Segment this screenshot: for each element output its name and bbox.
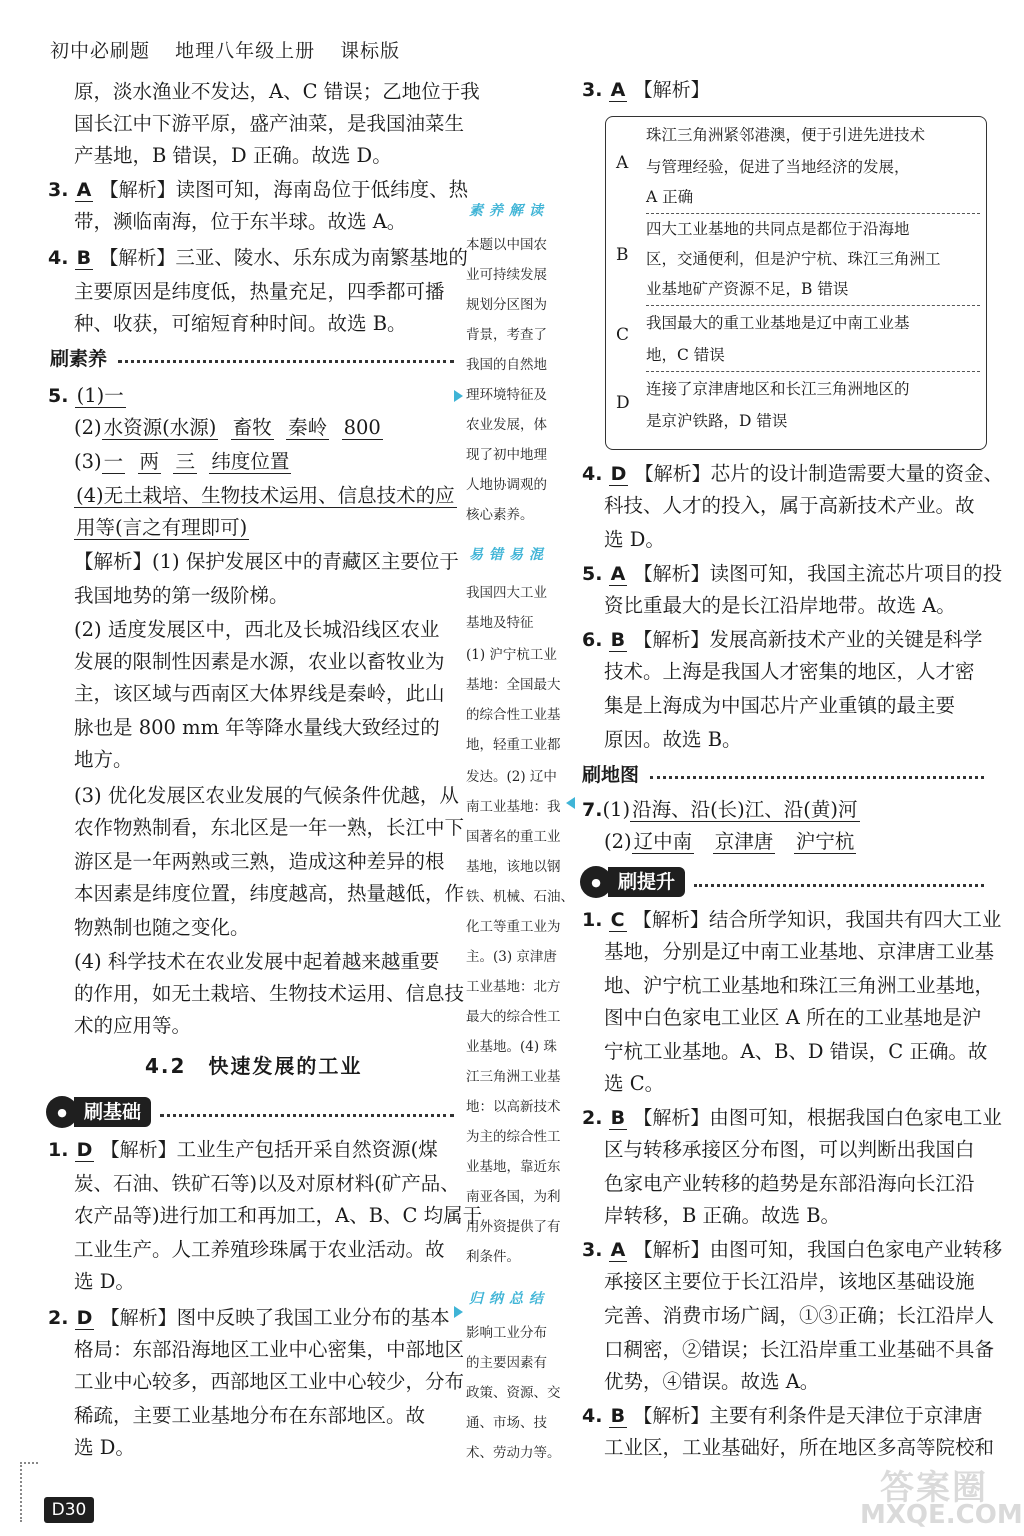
side-line: 业基地。(4) 珠 (466, 1039, 557, 1055)
side-line: 基地：全国最大 (466, 677, 561, 693)
side-line: 南工业基地：我 (466, 799, 561, 815)
answer-blank: 畜牧 (232, 416, 272, 439)
text-line: 基地，分别是辽中南工业基地、京津唐工业基 (604, 940, 995, 963)
answer-blank: 京津唐 (714, 830, 774, 853)
answer-letter: A (610, 563, 626, 585)
side-heading-yicuo: 易错易混 (469, 547, 549, 563)
question-number: 2. (582, 1107, 603, 1129)
question-p4 (582, 1400, 982, 1432)
question-number: 1. (48, 1139, 69, 1161)
table-line: 是京沪铁路，D 错误 (646, 412, 788, 430)
question-number: 2. (48, 1307, 69, 1329)
side-line: 我国四大工业 (466, 585, 547, 601)
text-line: (2) 适度发展区中，西北及长城沿线区农业 (74, 618, 440, 641)
question-1 (48, 1134, 438, 1166)
badge-jichu (46, 1096, 151, 1128)
text-line: 完善、消费市场广阔，①③正确；长江沿岸人 (604, 1304, 995, 1327)
badge-tisheng (580, 866, 685, 898)
answer-blank: 两 (139, 450, 160, 473)
side-heading-guina: 归纳总结 (469, 1291, 549, 1307)
answer-letter: D (610, 463, 627, 485)
text-line: 我国地势的第一级阶梯。 (74, 584, 289, 607)
text-line: 的作用，如无土栽培、生物技术运用、信息技 (74, 982, 465, 1005)
question-number: 4. (582, 1405, 603, 1427)
answer-prefix: (2) (604, 830, 632, 853)
question-3 (48, 174, 468, 206)
section-divider (118, 360, 454, 363)
side-line: 地：以高新技术 (466, 1099, 561, 1115)
table-line: 区，交通便利，但是沪宁杭、珠江三角洲工 (646, 250, 941, 268)
section-suyang: 刷素养 (50, 348, 108, 370)
section-title: 4.2 快速发展的工业 (145, 1054, 363, 1078)
page-number: D30 (44, 1497, 94, 1523)
pointer-arrow-icon (566, 797, 575, 809)
answer-line-2 (74, 412, 383, 444)
question-5 (48, 380, 126, 412)
question-2 (48, 1302, 450, 1334)
answer-blank: 水资源(水源) (103, 416, 217, 439)
section-divider (694, 884, 984, 887)
side-line: 术、劳动力等。 (466, 1445, 561, 1461)
text-line: 原因。故选 B。 (604, 728, 742, 751)
option-label: D (616, 393, 630, 413)
text-line: 带，濒临南海，位于东半球。故选 A。 (74, 210, 407, 233)
option-label: A (616, 153, 629, 173)
text-line: 脉也是 800 mm 年等降水量线大致经过的 (74, 716, 440, 739)
answer-blank: 纬度位置 (211, 450, 290, 473)
text-line: 选 D。 (74, 1270, 135, 1293)
analysis-tag: 【解析】 (633, 1107, 710, 1129)
answer-letter: B (76, 247, 92, 269)
analysis-tag: 【解析】 (100, 1307, 177, 1329)
text-line: (4) 科学技术在农业发展中起着越来越重要 (74, 950, 440, 973)
header-book: 初中必刷题 (50, 40, 151, 62)
side-line: 人地协调观的 (466, 477, 547, 493)
table-line: 业基地矿产资源不足，B 错误 (646, 280, 849, 298)
answer-line-4 (74, 480, 457, 512)
answer-letter: C (610, 909, 625, 931)
text-line: 工业区，工业基础好，所在地区多高等院校和 (604, 1436, 995, 1459)
answer-blank: 800 (343, 416, 381, 439)
answer-blank: 一 (103, 450, 124, 473)
text-line: 稀疏，主要工业基地分布在东部地区。故 (74, 1404, 426, 1427)
analysis-tag: 【解析】 (100, 1139, 177, 1161)
answer-blank: 秦岭 (288, 416, 328, 439)
answer-line (604, 826, 856, 858)
analysis-tag: 【解析】 (633, 79, 710, 101)
answer-letter: A (610, 79, 626, 101)
option-label: C (616, 325, 630, 345)
text-line: 选 D。 (604, 528, 665, 551)
analysis-tag: 【解析】 (634, 463, 711, 485)
badge-label: 刷基础 (74, 1097, 151, 1127)
side-line: 基地及特征 (466, 615, 534, 631)
analysis-text: 图中反映了我国工业分布的基本 (176, 1306, 450, 1329)
text-line: 口稠密，②错误；长江沿岸重工业基础不具备 (604, 1338, 995, 1361)
question-number: 5. (48, 385, 69, 407)
table-line: 珠江三角洲紧邻港澳，便于引进先进技术 (646, 126, 926, 144)
analysis-text: 主要有利条件是天津位于京津唐 (709, 1404, 983, 1427)
question-number: 4. (48, 247, 69, 269)
table-separator (646, 371, 980, 372)
answer-letter: A (76, 179, 92, 201)
section-ditu: 刷地图 (582, 764, 640, 786)
answer-letter: B (610, 1107, 626, 1129)
text-line: 集是上海成为中国芯片产业重镇的最主要 (604, 694, 956, 717)
pointer-arrow-icon (454, 390, 463, 402)
question-number: 3. (582, 79, 603, 101)
analysis-text: 三亚、陵水、乐东成为南繁基地的 (175, 246, 468, 269)
text-line: 图中白色家电工业区 A 所在的工业基地是沪 (604, 1006, 982, 1029)
answer-blank: 辽中南 (633, 830, 693, 853)
side-heading-suyang: 素养解读 (469, 203, 549, 219)
text-line: 产基地，B 错误，D 正确。故选 D。 (74, 144, 392, 167)
answer-blank: 三 (175, 450, 195, 473)
question-p3 (582, 1234, 1002, 1266)
analysis-text: 读图可知，海南岛位于低纬度、热 (175, 178, 469, 201)
analysis-text: 发展高新技术产业的关键是科学 (709, 628, 983, 651)
side-line: 利条件。 (466, 1249, 520, 1265)
side-line: 最大的综合性工 (466, 1009, 561, 1025)
text-line: 工业中心较多，西部地区工业中心较少，分布 (74, 1370, 465, 1393)
question-5-right (582, 558, 1002, 590)
answer-line-4b (74, 512, 249, 544)
answer-letter: D (76, 1307, 93, 1329)
side-line: 业可持续发展 (466, 267, 547, 283)
corner-mark (20, 1462, 38, 1522)
text-line: 选 D。 (74, 1436, 135, 1459)
text-line: 选 C。 (604, 1072, 665, 1095)
watermark-logo: 答案圈 (880, 1468, 988, 1508)
question-number: 4. (582, 463, 603, 485)
side-line: 南亚各国，为利 (466, 1189, 561, 1205)
side-line: 我国的自然地 (466, 357, 547, 373)
pointer-arrow-icon (454, 1306, 463, 1318)
text-line: 优势，④错误。故选 A。 (604, 1370, 820, 1393)
answer-letter: D (76, 1139, 93, 1161)
text-line: 工业生产。人工养殖珍珠属于农业活动。故 (74, 1238, 445, 1261)
question-number: 5. (582, 563, 603, 585)
answer-line-3 (74, 446, 291, 478)
question-number: 3. (582, 1239, 603, 1261)
analysis-text: 工业生产包括开采自然资源(煤 (176, 1138, 438, 1161)
side-line: (1) 沪宁杭工业 (466, 647, 557, 663)
analysis-tag: 【解析】 (99, 179, 176, 201)
side-line: 本题以中国农 (466, 237, 547, 253)
side-line: 的主要因素有 (466, 1355, 547, 1371)
answer-letter: A (610, 1239, 626, 1261)
analysis-tag: 【解析】 (633, 1405, 710, 1427)
question-6-right (582, 624, 982, 656)
page-header (50, 36, 418, 63)
section-divider (650, 776, 984, 779)
watermark-url: MXQE.COM (860, 1500, 1023, 1530)
analysis-table (605, 116, 987, 450)
question-number: 6. (582, 629, 603, 651)
table-line: 我国最大的重工业基地是辽中南工业基 (646, 314, 910, 332)
answer-blank: (4)无土栽培、生物技术运用、信息技术的应 (76, 484, 455, 507)
option-label: B (616, 245, 629, 265)
table-line: 连接了京津唐地区和长江三角洲地区的 (646, 380, 910, 398)
question-7-right (582, 794, 860, 826)
text-line: 农产品等)进行加工和再加工，A、B、C 均属于 (74, 1204, 483, 1227)
text-line: 宁杭工业基地。A、B、D 错误，C 正确。故 (604, 1040, 988, 1063)
answer-letter: B (610, 1405, 626, 1427)
section-divider (160, 1114, 454, 1117)
text-line: 主要原因是纬度低，热量充足，四季都可播 (74, 280, 445, 303)
analysis-text: 芯片的设计制造需要大量的资金、 (710, 462, 1004, 485)
text-line: 承接区主要位于长江沿岸，该地区基础设施 (604, 1270, 975, 1293)
analysis-text: 由图可知，根据我国白色家电工业 (709, 1106, 1002, 1129)
side-line: 主。(3) 京津唐 (466, 949, 557, 965)
text-line: 原，淡水渔业不发达，A、C 错误；乙地位于我 (74, 80, 480, 103)
side-line: 政策、资源、交 (466, 1385, 561, 1401)
analysis-tag: 【解析】 (633, 1239, 710, 1261)
side-line: 影响工业分布 (466, 1325, 547, 1341)
text-line: 色家电产业转移的趋势是东部沿海向长江沿 (604, 1172, 975, 1195)
side-line: 现了初中地理 (466, 447, 547, 463)
side-line: 规划分区图为 (466, 297, 547, 313)
side-line: 铁、机械、石油、 (466, 889, 574, 905)
analysis-tag: 【解析】 (632, 909, 709, 931)
text-line: 岸转移，B 正确。故选 B。 (604, 1204, 841, 1227)
side-line: 为主的综合性工 (466, 1129, 561, 1145)
brush-icon: ● (46, 1096, 78, 1128)
side-line: 理环境特征及 (466, 387, 547, 403)
text-line: 术的应用等。 (74, 1014, 192, 1037)
question-p1 (582, 904, 1001, 936)
question-4 (48, 242, 468, 274)
table-line: 四大工业基地的共同点是都位于沿海地 (646, 220, 910, 238)
text-line: 农作物熟制看，东北区是一年一熟，长江中下 (74, 816, 465, 839)
analysis-tag: 【解析】 (633, 563, 710, 585)
analysis-tag: 【解析】 (633, 629, 710, 651)
side-line: 国著名的重工业 (466, 829, 561, 845)
brush-icon: ● (580, 866, 612, 898)
answer-blank: 沪宁杭 (795, 830, 855, 853)
side-line: 用外资提供了有 (466, 1219, 561, 1235)
answer-blank: 沿海、沿(长)江、沿(黄)河 (632, 798, 858, 821)
text-line: 地、沪宁杭工业基地和珠江三角洲工业基地， (604, 974, 995, 997)
text-line: 种、收获，可缩短育种时间。故选 B。 (74, 312, 407, 335)
analysis-text: 由图可知，我国白色家电产业转移 (709, 1238, 1003, 1261)
text-line: 主，该区域与西南区大体界线是秦岭，此山 (74, 682, 445, 705)
question-p2 (582, 1102, 1002, 1134)
header-subject: 地理八年级上册 (175, 40, 316, 62)
answer-blank: (1)一 (76, 384, 124, 407)
side-line: 化工等重工业为 (466, 919, 561, 935)
analysis-text: 读图可知，我国主流芯片项目的投 (709, 562, 1003, 585)
text-line: 炭、石油、铁矿石等)以及对原材料(矿产品、 (74, 1172, 460, 1195)
side-line: 基地，该地以钢 (466, 859, 561, 875)
side-line: 背景，考查了 (466, 327, 547, 343)
text-line: (3) 优化发展区农业发展的气候条件优越，从 (74, 784, 459, 807)
table-line: A 正确 (646, 188, 694, 206)
side-line: 发达。(2) 辽中 (466, 769, 557, 785)
text-line: 科技、人才的投入，属于高新技术产业。故 (604, 494, 975, 517)
text-line: 资比重最大的是长江沿岸地带。故选 A。 (604, 594, 956, 617)
text-line: 区与转移承接区分布图，可以判断出我国白 (604, 1138, 975, 1161)
text-line: 格局：东部沿海地区工业中心密集，中部地区 (74, 1338, 465, 1361)
question-4-right (582, 458, 1003, 490)
side-line: 农业发展，体 (466, 417, 547, 433)
table-separator (646, 305, 980, 306)
analysis-tag: 【解析】 (99, 247, 176, 269)
answer-prefix: (3) (74, 450, 102, 473)
text-line: 发展的限制性因素是水源，农业以畜牧业为 (74, 650, 445, 673)
header-edition: 课标版 (340, 40, 401, 62)
side-line: 地，轻重工业都 (466, 737, 561, 753)
badge-label: 刷提升 (608, 867, 685, 897)
text-line: 地方。 (74, 748, 133, 771)
side-line: 的综合性工业基 (466, 707, 561, 723)
text-line: 本因素是纬度位置，纬度越高，热量越低，作 (74, 882, 465, 905)
text-line: 游区是一年两熟或三熟，造成这种差异的根 (74, 850, 445, 873)
side-line: 江三角洲工业基 (466, 1069, 561, 1085)
side-line: 通、市场、技 (466, 1415, 547, 1431)
text-line: 技术。上海是我国人才密集的地区，人才密 (604, 660, 975, 683)
table-line: 与管理经验，促进了当地经济的发展， (646, 158, 910, 176)
question-number: 1. (582, 909, 603, 931)
answer-blank: 用等(言之有理即可) (76, 516, 248, 539)
side-line: 工业基地：北方 (466, 979, 561, 995)
text-line: 国长江中下游平原，盛产油菜，是我国油菜生 (74, 112, 465, 135)
answer-prefix: (2) (74, 416, 102, 439)
text-line: 【解析】(1) 保护发展区中的青藏区主要位于 (74, 550, 459, 573)
text-line: 物熟制也随之变化。 (74, 916, 250, 939)
side-line: 业基地，靠近东 (466, 1159, 561, 1175)
question-number: 3. (48, 179, 69, 201)
answer-prefix: (1) (602, 798, 631, 821)
answer-letter: B (610, 629, 626, 651)
question-number: 7. (582, 799, 603, 821)
side-line: 核心素养。 (466, 507, 534, 523)
analysis-text: 结合所学知识，我国共有四大工业 (708, 908, 1002, 931)
table-line: 地，C 错误 (646, 346, 725, 364)
question-3-right (582, 74, 710, 106)
